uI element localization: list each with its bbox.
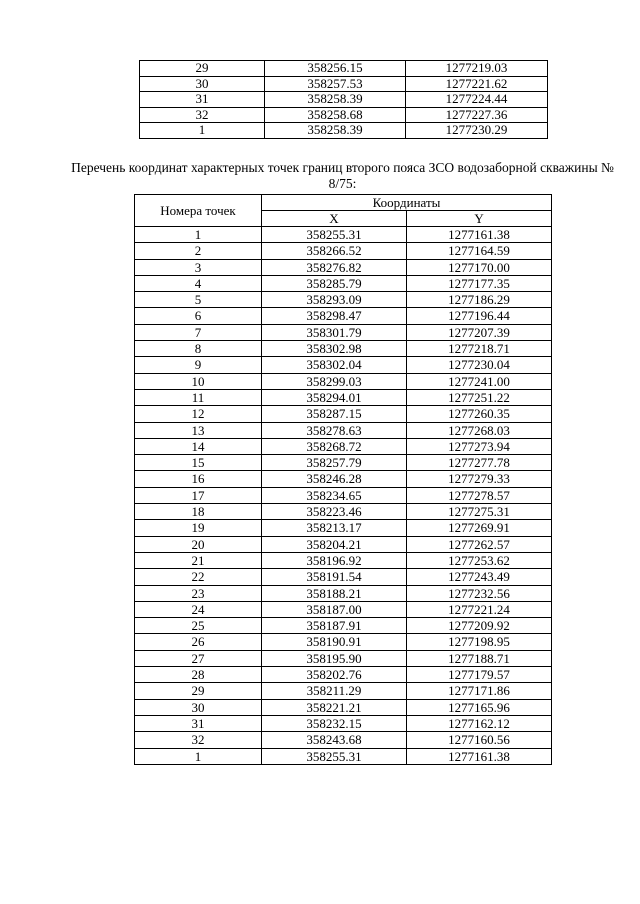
point-number-cell: 28 [135, 667, 262, 683]
y-coordinate-cell: 1277275.31 [407, 504, 552, 520]
y-coordinate-cell: 1277277.78 [407, 455, 552, 471]
point-number-cell: 32 [135, 732, 262, 748]
x-coordinate-cell: 358232.15 [262, 715, 407, 731]
x-coordinate-cell: 358190.91 [262, 634, 407, 650]
x-coordinate-cell: 358258.68 [265, 107, 406, 123]
table-caption: Перечень координат характерных точек границ второго пояса ЗСО водозаборной скважины № 8/75: [71, 160, 614, 191]
y-coordinate-cell: 1277161.38 [407, 227, 552, 243]
y-coordinate-cell: 1277221.24 [407, 601, 552, 617]
point-number-cell: 7 [135, 324, 262, 340]
point-number-cell: 1 [140, 123, 265, 139]
y-coordinate-cell: 1277268.03 [407, 422, 552, 438]
point-number-cell: 31 [135, 715, 262, 731]
y-coordinate-cell: 1277241.00 [407, 373, 552, 389]
point-number-cell: 15 [135, 455, 262, 471]
y-coordinate-cell: 1277177.35 [407, 275, 552, 291]
point-number-cell: 2 [135, 243, 262, 259]
table-row [135, 373, 552, 389]
x-coordinate-cell: 358266.52 [262, 243, 407, 259]
table-row [135, 683, 552, 699]
y-coordinate-cell: 1277221.62 [406, 76, 548, 92]
y-coordinate-cell: 1277232.56 [407, 585, 552, 601]
table-row [135, 438, 552, 454]
table-row [140, 61, 548, 77]
y-coordinate-cell: 1277207.39 [407, 324, 552, 340]
x-coordinate-cell: 358276.82 [262, 259, 407, 275]
x-coordinate-cell: 358268.72 [262, 438, 407, 454]
point-number-cell: 22 [135, 569, 262, 585]
x-coordinate-cell: 358294.01 [262, 389, 407, 405]
table-row [135, 732, 552, 748]
y-coordinate-cell: 1277196.44 [407, 308, 552, 324]
x-coordinate-cell: 358195.90 [262, 650, 407, 666]
table-row [135, 601, 552, 617]
point-number-cell: 12 [135, 406, 262, 422]
x-coordinate-cell: 358256.15 [265, 61, 406, 77]
table-row [135, 324, 552, 340]
x-coordinate-cell: 358258.39 [265, 123, 406, 139]
x-coordinate-cell: 358278.63 [262, 422, 407, 438]
y-coordinate-cell: 1277179.57 [407, 667, 552, 683]
table-row [135, 227, 552, 243]
y-coordinate-cell: 1277269.91 [407, 520, 552, 536]
header-point-numbers: Номера точек [135, 195, 262, 227]
y-coordinate-cell: 1277251.22 [407, 389, 552, 405]
y-coordinate-cell: 1277164.59 [407, 243, 552, 259]
point-number-cell: 19 [135, 520, 262, 536]
y-coordinate-cell: 1277278.57 [407, 487, 552, 503]
table-row [135, 634, 552, 650]
table-row [135, 699, 552, 715]
table-row [135, 308, 552, 324]
x-coordinate-cell: 358187.00 [262, 601, 407, 617]
point-number-cell: 1 [135, 227, 262, 243]
y-coordinate-cell: 1277186.29 [407, 292, 552, 308]
x-coordinate-cell: 358234.65 [262, 487, 407, 503]
table-row [135, 471, 552, 487]
y-coordinate-cell: 1277279.33 [407, 471, 552, 487]
x-coordinate-cell: 358287.15 [262, 406, 407, 422]
table-row [135, 536, 552, 552]
table-row [135, 455, 552, 471]
table-row [135, 243, 552, 259]
y-coordinate-cell: 1277160.56 [407, 732, 552, 748]
table-row [135, 585, 552, 601]
table-header [135, 195, 552, 227]
table-row [135, 618, 552, 634]
y-coordinate-cell: 1277209.92 [407, 618, 552, 634]
point-number-cell: 9 [135, 357, 262, 373]
table-row [135, 715, 552, 731]
x-coordinate-cell: 358211.29 [262, 683, 407, 699]
zso-coordinates-table [134, 194, 552, 765]
x-coordinate-cell: 358246.28 [262, 471, 407, 487]
point-number-cell: 25 [135, 618, 262, 634]
y-coordinate-cell: 1277171.86 [407, 683, 552, 699]
y-coordinate-cell: 1277230.29 [406, 123, 548, 139]
point-number-cell: 6 [135, 308, 262, 324]
point-number-cell: 5 [135, 292, 262, 308]
x-coordinate-cell: 358293.09 [262, 292, 407, 308]
x-coordinate-cell: 358302.04 [262, 357, 407, 373]
point-number-cell: 16 [135, 471, 262, 487]
y-coordinate-cell: 1277243.49 [407, 569, 552, 585]
x-coordinate-cell: 358202.76 [262, 667, 407, 683]
point-number-cell: 1 [135, 748, 262, 764]
point-number-cell: 18 [135, 504, 262, 520]
x-coordinate-cell: 358188.21 [262, 585, 407, 601]
header-coordinates: Координаты [262, 195, 552, 211]
point-number-cell: 24 [135, 601, 262, 617]
header-x: X [262, 211, 407, 227]
x-coordinate-cell: 358204.21 [262, 536, 407, 552]
y-coordinate-cell: 1277162.12 [407, 715, 552, 731]
point-number-cell: 14 [135, 438, 262, 454]
x-coordinate-cell: 358302.98 [262, 341, 407, 357]
table-row [140, 92, 548, 108]
point-number-cell: 23 [135, 585, 262, 601]
table-row [135, 292, 552, 308]
table-row [140, 123, 548, 139]
table-row [135, 422, 552, 438]
x-coordinate-cell: 358255.31 [262, 748, 407, 764]
point-number-cell: 11 [135, 389, 262, 405]
continued-coordinates-table [139, 60, 548, 139]
table-row [135, 569, 552, 585]
table-row [135, 667, 552, 683]
point-number-cell: 29 [135, 683, 262, 699]
x-coordinate-cell: 358285.79 [262, 275, 407, 291]
table-row [135, 275, 552, 291]
x-coordinate-cell: 358258.39 [265, 92, 406, 108]
table-row [135, 389, 552, 405]
x-coordinate-cell: 358255.31 [262, 227, 407, 243]
y-coordinate-cell: 1277188.71 [407, 650, 552, 666]
point-number-cell: 29 [140, 61, 265, 77]
point-number-cell: 3 [135, 259, 262, 275]
y-coordinate-cell: 1277218.71 [407, 341, 552, 357]
table-row [135, 748, 552, 764]
table-row [135, 520, 552, 536]
main-table-body [135, 227, 552, 765]
point-number-cell: 31 [140, 92, 265, 108]
point-number-cell: 26 [135, 634, 262, 650]
table-row [135, 487, 552, 503]
point-number-cell: 21 [135, 552, 262, 568]
point-number-cell: 27 [135, 650, 262, 666]
table-row [140, 107, 548, 123]
x-coordinate-cell: 358298.47 [262, 308, 407, 324]
x-coordinate-cell: 358221.21 [262, 699, 407, 715]
y-coordinate-cell: 1277170.00 [407, 259, 552, 275]
x-coordinate-cell: 358223.46 [262, 504, 407, 520]
table-row [135, 259, 552, 275]
y-coordinate-cell: 1277198.95 [407, 634, 552, 650]
table-row [135, 341, 552, 357]
continued-table-body [140, 61, 548, 139]
x-coordinate-cell: 358213.17 [262, 520, 407, 536]
y-coordinate-cell: 1277161.38 [407, 748, 552, 764]
table-row [135, 357, 552, 373]
point-number-cell: 10 [135, 373, 262, 389]
point-number-cell: 17 [135, 487, 262, 503]
x-coordinate-cell: 358243.68 [262, 732, 407, 748]
x-coordinate-cell: 358301.79 [262, 324, 407, 340]
table-row [135, 406, 552, 422]
point-number-cell: 32 [140, 107, 265, 123]
y-coordinate-cell: 1277165.96 [407, 699, 552, 715]
table-row [135, 650, 552, 666]
x-coordinate-cell: 358299.03 [262, 373, 407, 389]
point-number-cell: 13 [135, 422, 262, 438]
x-coordinate-cell: 358196.92 [262, 552, 407, 568]
point-number-cell: 30 [140, 76, 265, 92]
table-row [140, 76, 548, 92]
point-number-cell: 20 [135, 536, 262, 552]
y-coordinate-cell: 1277262.57 [407, 536, 552, 552]
y-coordinate-cell: 1277227.36 [406, 107, 548, 123]
x-coordinate-cell: 358257.79 [262, 455, 407, 471]
y-coordinate-cell: 1277224.44 [406, 92, 548, 108]
x-coordinate-cell: 358257.53 [265, 76, 406, 92]
y-coordinate-cell: 1277219.03 [406, 61, 548, 77]
header-y: Y [407, 211, 552, 227]
y-coordinate-cell: 1277253.62 [407, 552, 552, 568]
point-number-cell: 4 [135, 275, 262, 291]
y-coordinate-cell: 1277230.04 [407, 357, 552, 373]
point-number-cell: 30 [135, 699, 262, 715]
y-coordinate-cell: 1277260.35 [407, 406, 552, 422]
x-coordinate-cell: 358191.54 [262, 569, 407, 585]
y-coordinate-cell: 1277273.94 [407, 438, 552, 454]
table-row [135, 504, 552, 520]
x-coordinate-cell: 358187.91 [262, 618, 407, 634]
point-number-cell: 8 [135, 341, 262, 357]
table-row [135, 552, 552, 568]
